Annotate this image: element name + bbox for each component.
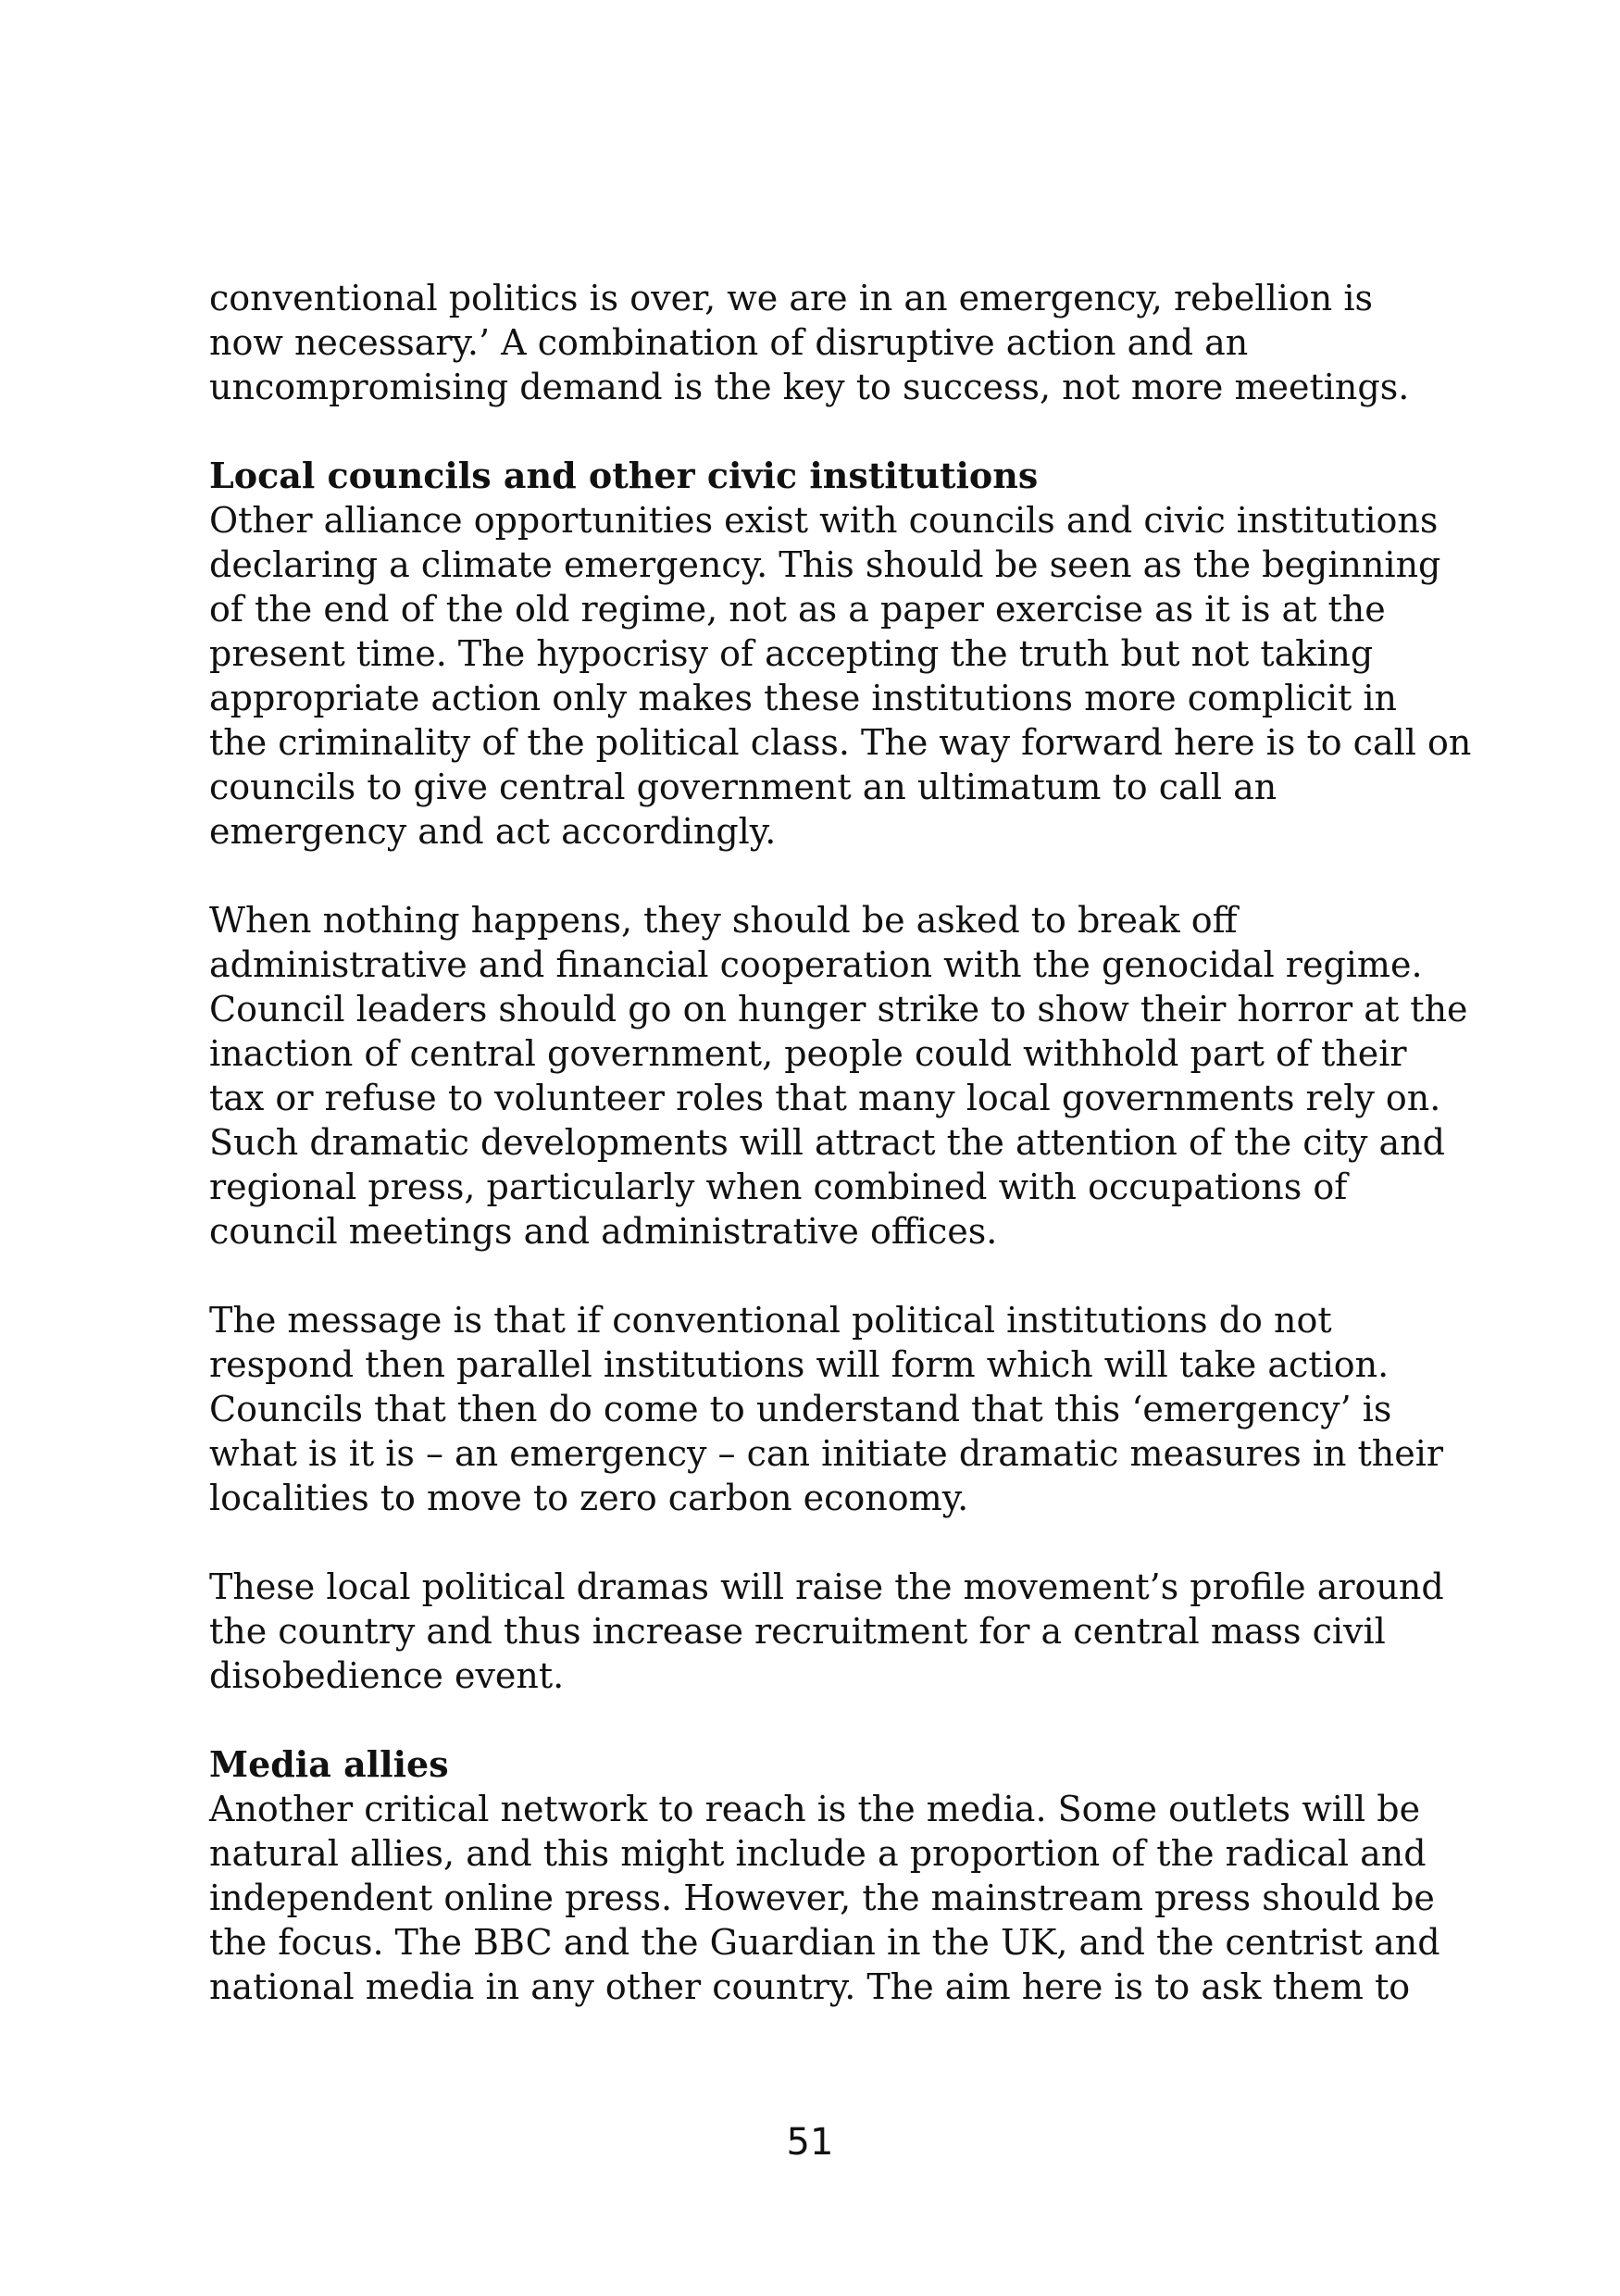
text-line: regional press, particularly when combined with occupations of: [209, 1167, 1348, 1207]
text-line: disobedience event.: [209, 1655, 565, 1696]
paragraph: [209, 898, 1468, 1254]
page-number: 51: [786, 2121, 834, 2164]
text-line: uncompromising demand is the key to success, not more meetings.: [209, 367, 1410, 407]
text-line: now necessary.’ A combination of disruptive action and an: [209, 322, 1249, 363]
text-line: When nothing happens, they should be asked to break off: [209, 900, 1238, 941]
text-line: emergency and act accordingly.: [209, 811, 777, 852]
body-text: [209, 276, 1472, 2053]
text-line: inaction of central government, people could withhold part of their: [209, 1033, 1407, 1074]
paragraph: [209, 1565, 1444, 1698]
text-line: Councils that then do come to understand that this ‘emergency’ is: [209, 1389, 1392, 1429]
text-line: appropriate action only makes these institutions more complicit in: [209, 678, 1397, 718]
text-line: These local political dramas will raise the movement’s profile around: [209, 1566, 1444, 1607]
section-media-allies: [209, 1742, 1440, 2009]
text-line: Another critical network to reach is the media. Some outlets will be: [209, 1789, 1421, 1829]
text-line: present time. The hypocrisy of accepting the truth but not taking: [209, 633, 1374, 674]
section-heading: Media allies: [209, 1743, 449, 1785]
text-line: respond then parallel institutions will form which will take action.: [209, 1344, 1389, 1385]
intro-paragraph: [209, 276, 1431, 409]
text-line: declaring a climate emergency. This should be seen as the beginning: [209, 544, 1441, 585]
text-line: The message is that if conventional political institutions do not: [209, 1300, 1332, 1341]
text-line: of the end of the old regime, not as a paper exercise as it is at the: [209, 589, 1386, 630]
text-line: councils to give central government an ultimatum to call an: [209, 767, 1277, 807]
text-line: Other alliance opportunities exist with councils and civic institutions: [209, 500, 1439, 541]
text-line: the focus. The BBC and the Guardian in the UK, and the centrist and: [209, 1922, 1440, 1963]
text-line: council meetings and administrative offices.: [209, 1211, 998, 1252]
paragraph: [209, 498, 1472, 854]
text-line: independent online press. However, the mainstream press should be: [209, 1878, 1435, 1918]
text-line: Council leaders should go on hunger strike to show their horror at the: [209, 989, 1468, 1029]
text-line: conventional politics is over, we are in an emergency, rebellion is: [209, 278, 1373, 318]
section-heading: Local councils and other civic institutions: [209, 455, 1039, 496]
text-line: tax or refuse to volunteer roles that many local governments rely on.: [209, 1078, 1441, 1118]
text-line: what is it is – an emergency – can initiate dramatic measures in their: [209, 1433, 1444, 1474]
text-line: localities to move to zero carbon economy.: [209, 1478, 969, 1518]
text-line: administrative and financial cooperation with the genocidal regime.: [209, 944, 1423, 985]
paragraph: [209, 1298, 1444, 1520]
text-line: the country and thus increase recruitment for a central mass civil: [209, 1611, 1386, 1652]
text-line: Such dramatic developments will attract the attention of the city and: [209, 1122, 1446, 1163]
text-line: the criminality of the political class. The way forward here is to call on: [209, 722, 1472, 763]
section-local-councils: [209, 454, 1472, 1698]
text-line: national media in any other country. The aim here is to ask them to: [209, 1966, 1411, 2007]
text-line: natural allies, and this might include a proportion of the radical and: [209, 1833, 1427, 1874]
paragraph: [209, 1787, 1440, 2009]
